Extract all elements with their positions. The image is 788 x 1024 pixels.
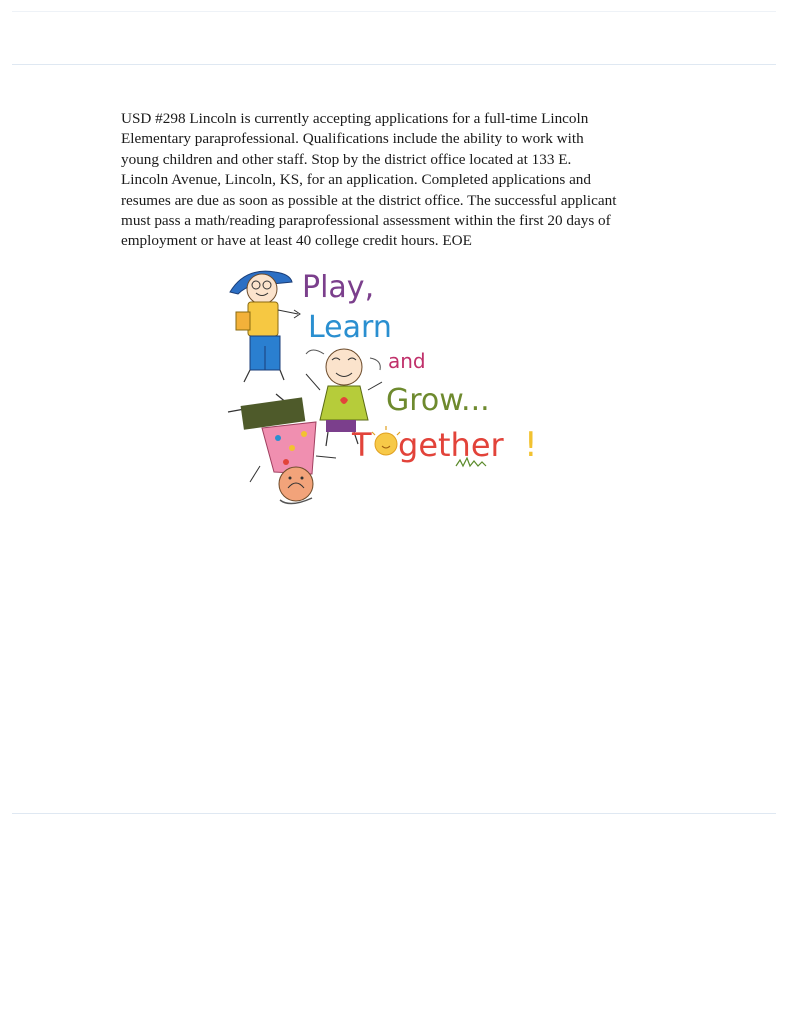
paragraph-line-5: resumes are due as soon as possible at the district office. The successful applicant bbox=[121, 191, 617, 209]
scan-edge-line-lower bbox=[12, 813, 776, 814]
boy-figure bbox=[230, 271, 300, 382]
word-together-bang: ! bbox=[524, 425, 538, 465]
paragraph-line-4: Lincoln Avenue, Lincoln, KS, for an application. Completed applications and bbox=[121, 171, 591, 189]
word-and: and bbox=[388, 349, 426, 373]
word-play: Play, bbox=[302, 270, 375, 305]
job-posting-paragraph bbox=[121, 109, 681, 252]
word-together-rest: gether bbox=[398, 426, 504, 464]
scan-edge-line-upper bbox=[12, 64, 776, 65]
play-learn-grow-clipart bbox=[220, 262, 550, 507]
paragraph-line-7: employment or have at least 40 college credit hours. EOE bbox=[121, 232, 472, 250]
paragraph-line-2: Elementary paraprofessional. Qualifications include the ability to work with bbox=[121, 130, 584, 148]
sun-icon bbox=[372, 426, 400, 455]
scan-edge-line-top bbox=[12, 11, 776, 12]
clipart-svg bbox=[220, 262, 550, 507]
word-grow: Grow... bbox=[386, 383, 490, 418]
upside-down-girl-figure bbox=[228, 394, 336, 504]
word-together-t: T bbox=[352, 426, 372, 464]
paragraph-line-3: young children and other staff. Stop by the district office located at 133 E. bbox=[121, 150, 572, 168]
paragraph-line-1: USD #298 Lincoln is currently accepting applications for a full-time Lincoln bbox=[121, 110, 589, 127]
word-learn: Learn bbox=[308, 310, 392, 345]
paragraph-line-6: must pass a math/reading paraprofessional assessment within the first 20 days of bbox=[121, 212, 611, 230]
